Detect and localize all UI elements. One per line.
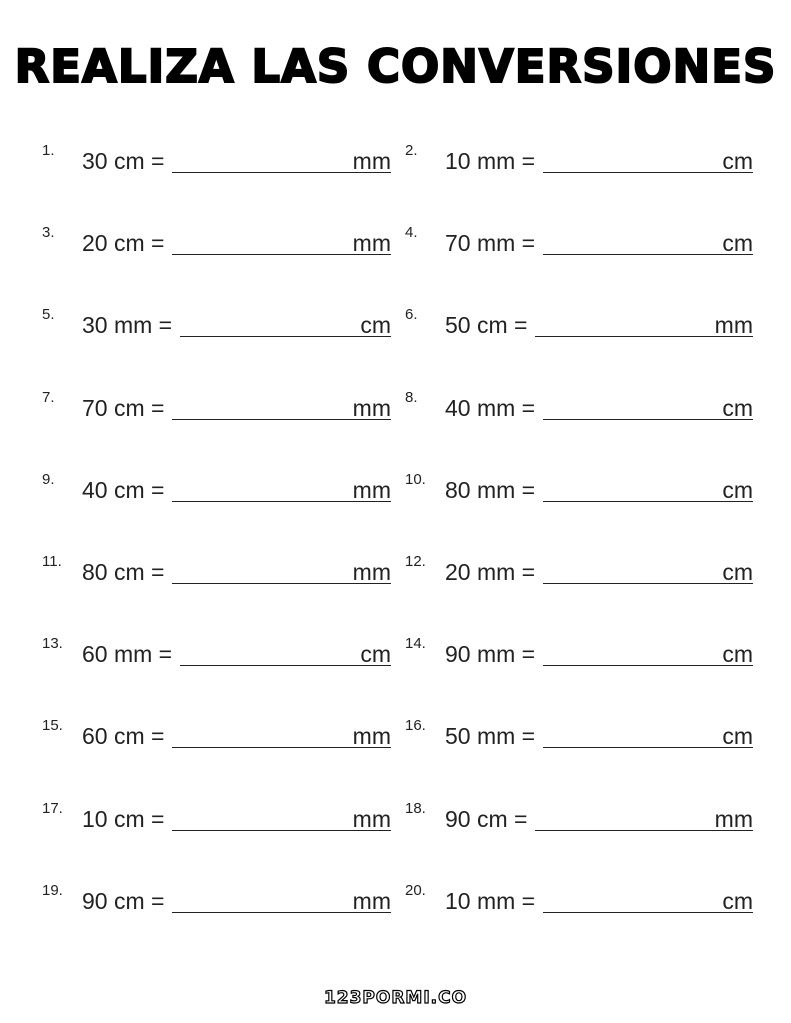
exercise-expression: 10 mm = xyxy=(445,887,536,914)
exercise-item xyxy=(0,471,791,511)
exercise-number: 11. xyxy=(42,553,62,570)
exercise-number: 4. xyxy=(405,224,418,242)
exercise-item xyxy=(0,800,791,840)
unit-label: cm xyxy=(722,641,753,668)
unit-label: mm xyxy=(714,312,753,339)
unit-label: cm xyxy=(360,641,391,668)
exercise-number: 5. xyxy=(42,306,55,324)
unit-label: mm xyxy=(352,394,391,421)
exercise-number: 6. xyxy=(405,306,418,324)
unit-label: cm xyxy=(722,559,753,585)
exercise-number: 9. xyxy=(42,470,55,488)
exercise-expression: 90 cm = xyxy=(82,887,165,914)
exercise-expression: 40 cm = xyxy=(82,476,165,503)
unit-label: cm xyxy=(360,312,391,339)
exercise-expression: 90 mm = xyxy=(445,641,536,668)
exercise-item xyxy=(0,553,791,593)
unit-label: cm xyxy=(722,394,753,421)
exercise-item xyxy=(0,635,791,675)
exercise-expression: 10 mm = xyxy=(445,148,536,174)
unit-label: cm xyxy=(722,887,753,914)
exercise-number: 17. xyxy=(42,799,63,817)
exercise-number: 13. xyxy=(42,635,63,653)
exercise-expression: 50 cm = xyxy=(445,312,528,339)
exercise-number: 10. xyxy=(405,470,426,488)
exercise-number: 14. xyxy=(405,635,426,653)
exercise-expression: 60 mm = xyxy=(82,641,173,668)
exercise-number: 16. xyxy=(405,717,426,735)
exercise-item xyxy=(0,389,791,429)
exercise-expression: 70 mm = xyxy=(445,230,536,257)
exercise-expression: 90 cm = xyxy=(445,805,528,832)
exercise-expression: 40 mm = xyxy=(445,394,536,421)
unit-label: mm xyxy=(352,805,391,832)
exercise-expression: 20 cm = xyxy=(82,230,165,257)
exercise-number: 12. xyxy=(405,553,426,570)
exercise-expression: 80 mm = xyxy=(445,476,536,503)
exercise-number: 7. xyxy=(42,388,55,406)
exercise-number: 19. xyxy=(42,881,63,899)
exercise-expression: 20 mm = xyxy=(445,559,536,585)
exercise-expression: 70 cm = xyxy=(82,394,165,421)
unit-label: mm xyxy=(352,559,391,585)
exercise-number: 3. xyxy=(42,224,55,242)
exercise-number: 18. xyxy=(405,799,426,817)
exercise-expression: 30 cm = xyxy=(82,148,165,174)
unit-label: mm xyxy=(352,476,391,503)
unit-label: cm xyxy=(722,148,753,174)
unit-label: cm xyxy=(722,476,753,503)
exercise-item xyxy=(0,306,791,346)
exercise-expression: 30 mm = xyxy=(82,312,173,339)
unit-label: mm xyxy=(714,805,753,832)
unit-label: mm xyxy=(352,887,391,914)
exercise-expression: 60 cm = xyxy=(82,723,165,750)
page-title: REALIZA LAS CONVERSIONES xyxy=(14,40,777,93)
exercise-expression: 50 mm = xyxy=(445,723,536,750)
exercise-number: 8. xyxy=(405,388,418,406)
exercise-expression: 80 cm = xyxy=(82,559,165,585)
unit-label: mm xyxy=(352,148,391,174)
exercise-expression: 10 cm = xyxy=(82,805,165,832)
unit-label: cm xyxy=(722,723,753,750)
exercise-item xyxy=(0,717,791,757)
unit-label: mm xyxy=(352,230,391,257)
footer-brand: 123PORMI.CO xyxy=(323,988,468,1008)
exercise-number: 20. xyxy=(405,881,426,899)
exercise-number: 2. xyxy=(405,142,418,159)
exercise-item xyxy=(0,882,791,922)
exercise-number: 1. xyxy=(42,142,55,159)
exercise-item xyxy=(0,142,791,182)
exercise-item xyxy=(0,224,791,264)
unit-label: mm xyxy=(352,723,391,750)
exercise-number: 15. xyxy=(42,717,63,735)
unit-label: cm xyxy=(722,230,753,257)
